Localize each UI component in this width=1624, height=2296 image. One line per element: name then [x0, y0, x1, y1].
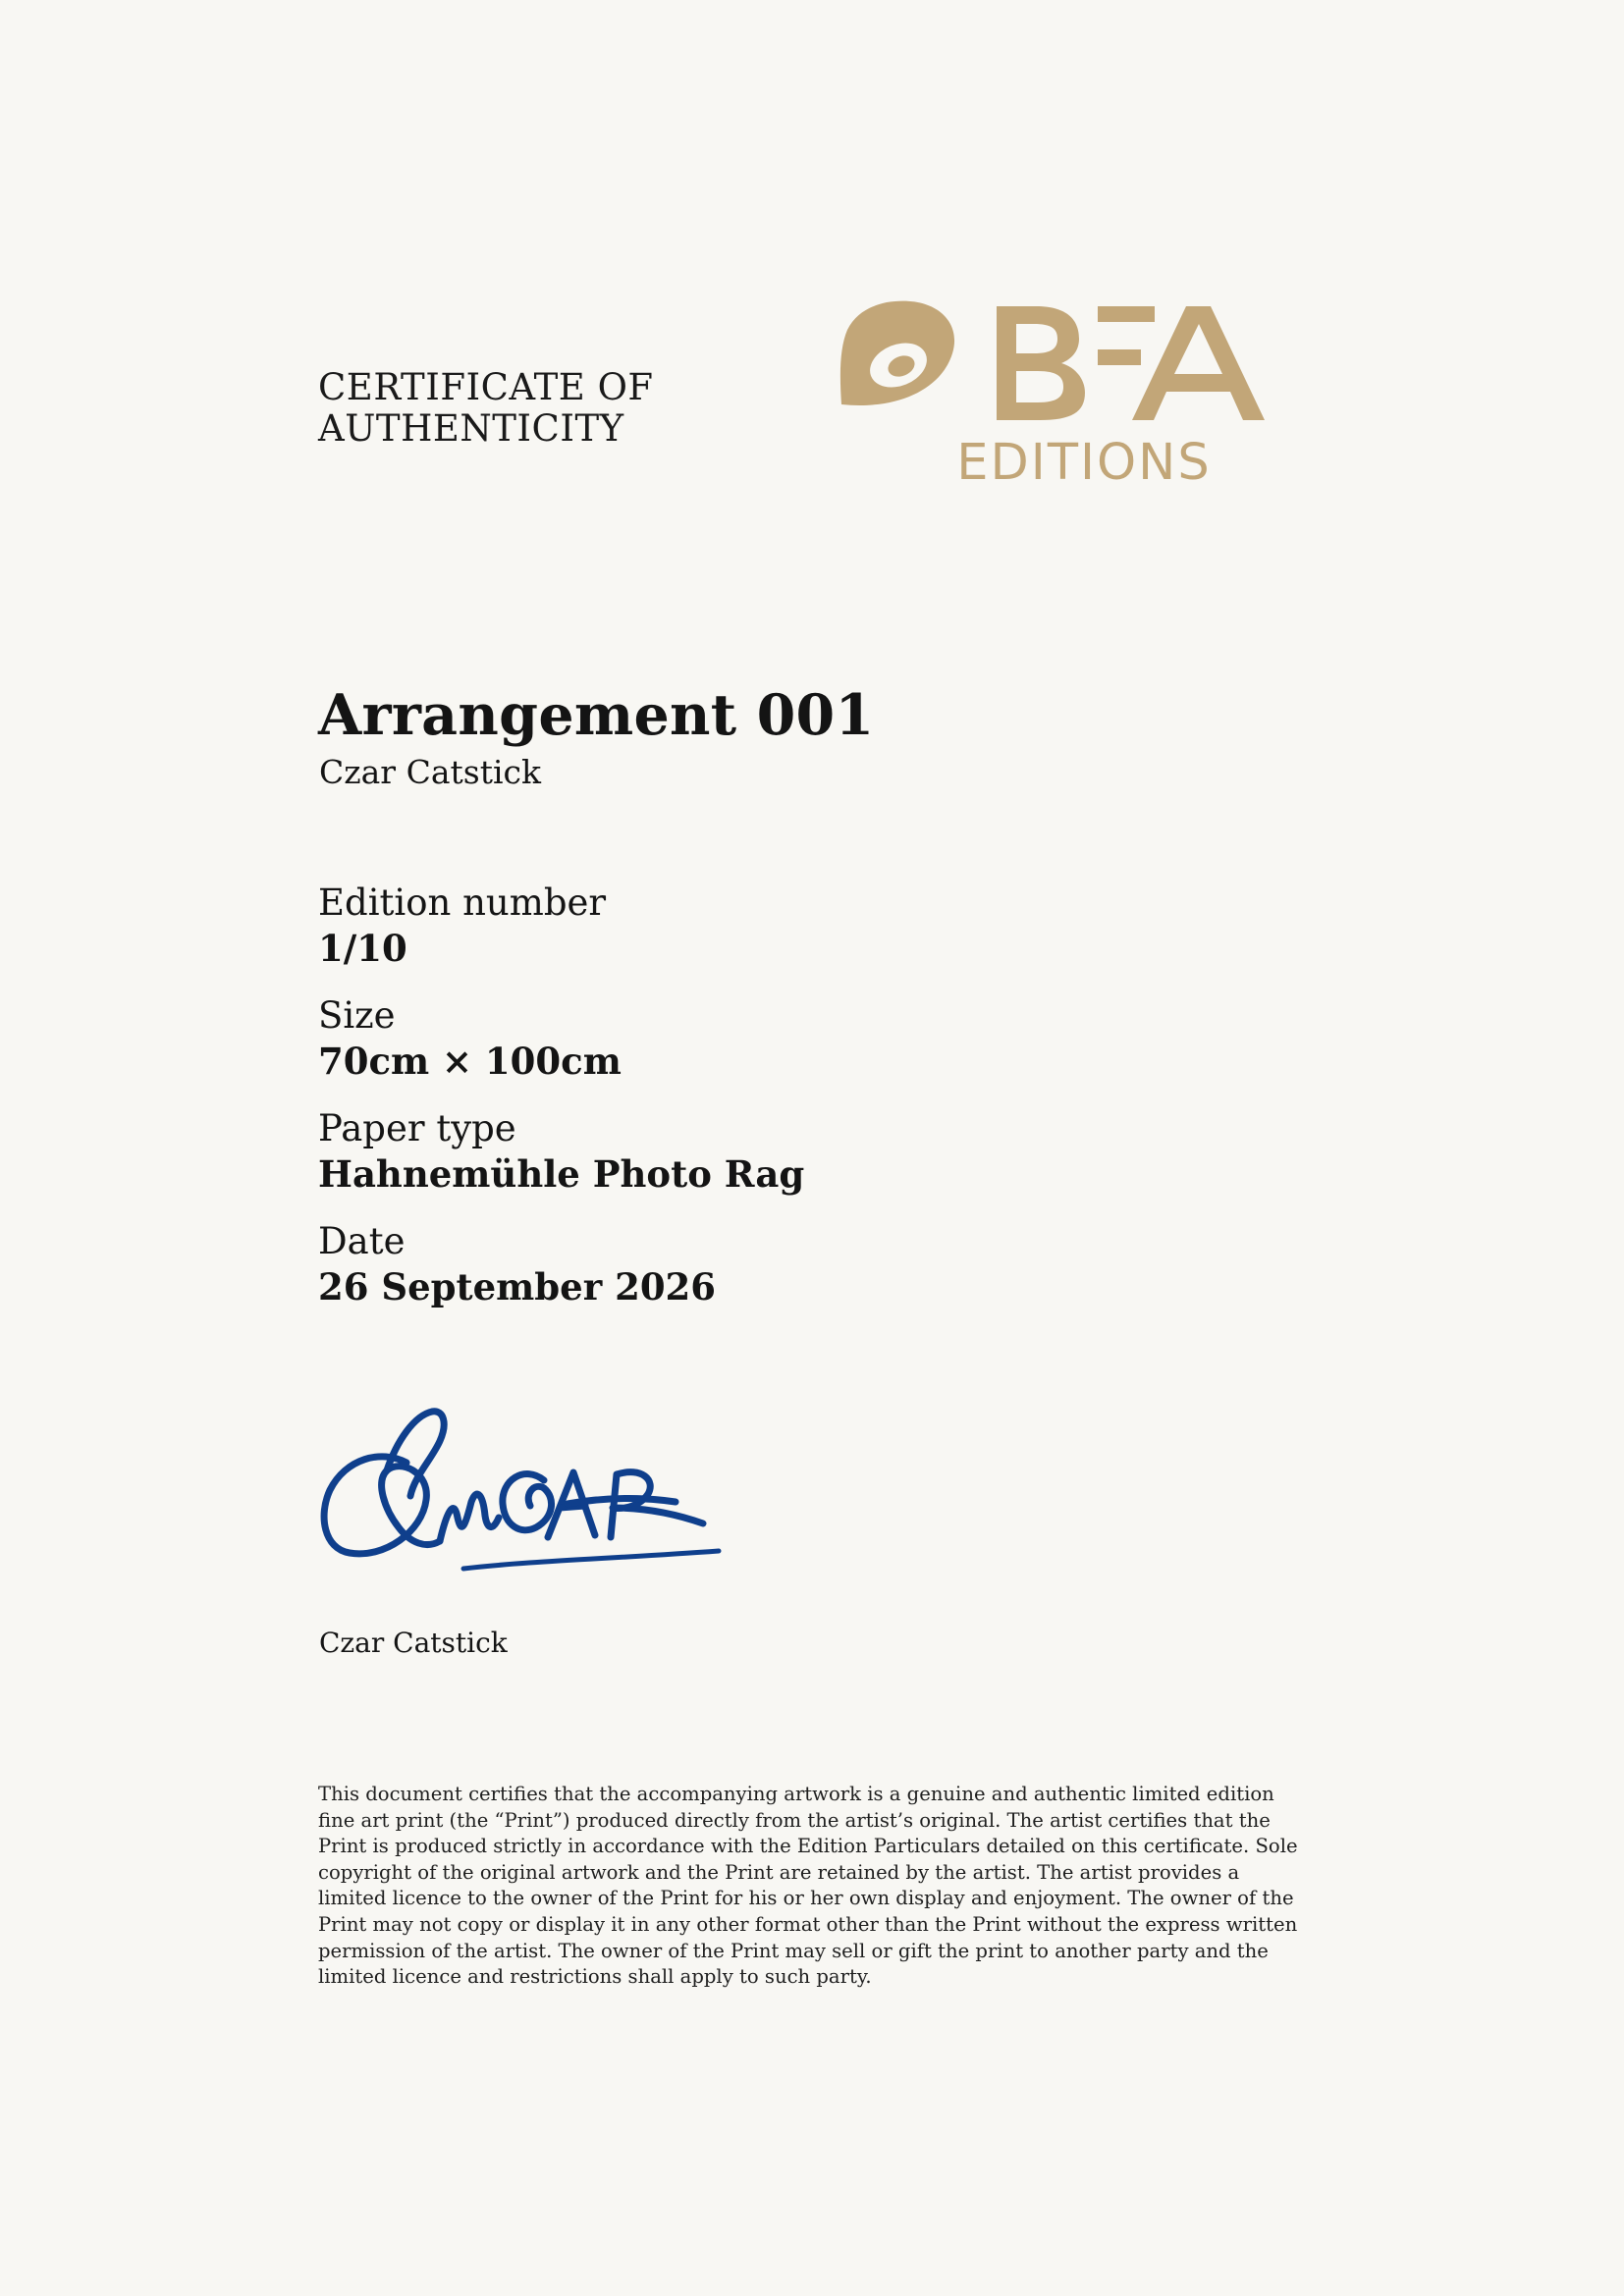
detail-value: 1/10	[318, 927, 407, 970]
detail-value: Hahnemühle Photo Rag	[318, 1152, 805, 1196]
artwork-artist: Czar Catstick	[319, 753, 541, 791]
certificate-title-line-2: AUTHENTICITY	[318, 407, 624, 450]
detail-date	[318, 1219, 1202, 1310]
legal-statement: This document certifies that the accompanying artwork is a genuine and authentic limited edition fine art print (the “Print”) produced directly from the artist’s original. The artist certifies that the Print is produced strictly in accordance with the Edition Particulars detailed on this certificate. Sole copyright of the original artwork and the Print are retained by the artist. The artist provides a limited licence to the owner of the Print for his or her own display and enjoyment. The owner of the Print may not copy or display it in any other format other than the Print without the express written permission of the artist. The owner of the Print may sell or gift the print to another party and the limited licence and restrictions shall apply to such party.	[318, 1783, 1298, 1989]
detail-value: 26 September 2026	[318, 1265, 717, 1308]
artist-signature	[316, 1402, 778, 1578]
edition-details	[318, 881, 1202, 1332]
logo-editions-text: EDITIONS	[956, 434, 1212, 491]
detail-value: 70cm × 100cm	[318, 1040, 622, 1083]
signer-name: Czar Catstick	[319, 1627, 508, 1659]
certificate-title	[318, 367, 654, 450]
artwork-title: Arrangement 001	[318, 682, 875, 748]
bfa-editions-logo	[839, 294, 1272, 491]
detail-label: Paper type	[318, 1107, 516, 1149]
detail-label: Edition number	[318, 881, 607, 924]
detail-size	[318, 993, 1202, 1085]
detail-edition-number	[318, 881, 1202, 972]
detail-label: Date	[318, 1220, 406, 1262]
detail-label: Size	[318, 994, 396, 1037]
detail-paper-type	[318, 1106, 1202, 1198]
certificate-title-line-1: CERTIFICATE OF	[318, 366, 654, 408]
